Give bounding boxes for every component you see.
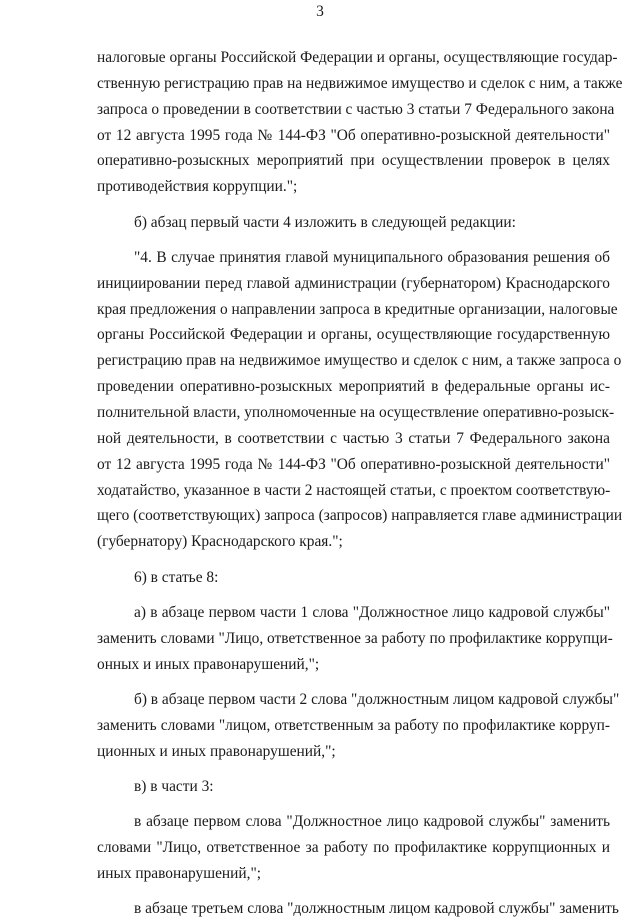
paragraph xyxy=(97,687,620,765)
text-line: а) в абзаце первом части 1 слова "Должностное лицо кадровой службы" xyxy=(134,603,610,621)
text-line: запроса о проведении в соответствии с частью 3 статьи 7 Федерального закона xyxy=(97,100,615,118)
text-line: ционных и иных правонарушений,"; xyxy=(97,742,336,760)
paragraph xyxy=(97,45,623,200)
text-line: полнительной власти, уполномоченные на осуществление оперативно-розыск- xyxy=(97,403,615,421)
paragraph xyxy=(97,774,610,800)
text-line: щего (соответствующих) запроса (запросов) направляется главе администрации xyxy=(97,507,623,525)
text-line: б) абзац первый части 4 изложить в следующей редакции: xyxy=(134,213,516,231)
text-line: (губернатору) Краснодарского края."; xyxy=(97,533,343,551)
text-line: оперативно-розыскных мероприятий при осуществлении проверок в целях xyxy=(97,152,610,170)
text-line: противодействия коррупции."; xyxy=(97,178,298,196)
footer-watermark xyxy=(606,894,608,901)
paragraph xyxy=(97,600,613,678)
paragraph xyxy=(97,210,610,236)
text-line: ной деятельности, в соответствии с частью 3 статьи 7 Федерального закона xyxy=(97,429,610,447)
paragraph xyxy=(97,565,610,591)
text-line: от 12 августа 1995 года № 144-ФЗ "Об оперативно-розыскной деятельности" xyxy=(97,126,610,144)
paragraph xyxy=(97,896,619,922)
text-line: онных и иных правонарушений,"; xyxy=(97,655,320,673)
text-line: заменить словами "лицом, ответственным за работу по профилактике корруп- xyxy=(97,716,610,734)
text-line: ственную регистрацию прав на недвижимое имущество и сделок с ним, а также xyxy=(97,74,623,92)
paragraph xyxy=(97,809,610,887)
text-line: заменить словами "Лицо, ответственное за работу по профилактике коррупци- xyxy=(97,629,613,647)
text-line: "4. В случае принятия главой муниципального образования решения об xyxy=(134,248,610,266)
text-line: проведении оперативно-розыскных мероприятий в федеральные органы ис- xyxy=(97,378,610,396)
text-line: инициировании перед главой администрации (губернатором) Краснодарского xyxy=(97,274,610,292)
paragraph xyxy=(97,245,623,555)
text-line: 6) в статье 8: xyxy=(134,568,219,586)
text-line: края предложения о направлении запроса в кредитные организации, налоговые xyxy=(97,300,618,318)
document-body xyxy=(97,45,623,922)
text-line: иных правонарушений,"; xyxy=(97,864,262,882)
text-line: в абзаце третьем слова "должностным лицом кадровой службы" заменить xyxy=(134,900,619,918)
text-line: словами "Лицо, ответственное за работу по профилактике коррупционных и xyxy=(97,839,610,857)
text-line: от 12 августа 1995 года № 144-ФЗ "Об оперативно-розыскной деятельности" xyxy=(97,455,610,473)
text-line: налоговые органы Российской Федерации и органы, осуществляющие государ- xyxy=(97,49,618,66)
text-line: в абзаце первом слова "Должностное лицо кадровой службы" заменить xyxy=(134,813,610,831)
text-line: б) в абзаце первом части 2 слова "должностным лицом кадровой службы" xyxy=(134,690,620,708)
text-line: регистрацию прав на недвижимое имущество и сделок с ним, а также запроса о xyxy=(97,352,622,370)
page-number: 3 xyxy=(316,3,324,20)
text-line: ходатайство, указанное в части 2 настоящей статьи, с проектом соответствую- xyxy=(97,481,611,499)
text-line: органы Российской Федерации и органы, осуществляющие государственную xyxy=(97,326,610,344)
text-line: в) в части 3: xyxy=(134,777,214,795)
